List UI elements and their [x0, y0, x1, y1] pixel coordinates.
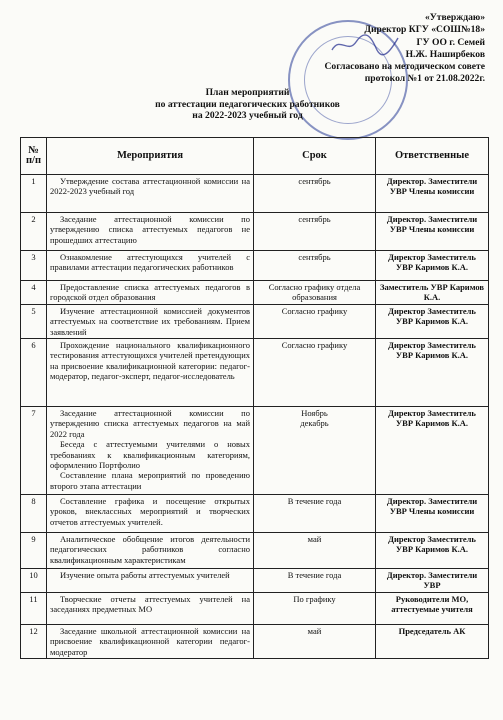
row-number: 11 — [21, 592, 47, 624]
approval-line: «Утверждаю» — [424, 12, 485, 23]
row-term: май — [254, 533, 376, 569]
term-line: Ноябрь — [301, 408, 328, 419]
table-row — [21, 281, 489, 305]
table-row — [21, 213, 489, 251]
row-responsible: Директор. Заместители УВР Члены комиссии — [376, 213, 489, 251]
row-responsible: Директор Заместитель УВР Каримов К.А. — [376, 339, 489, 407]
table-row — [21, 407, 489, 495]
row-term: Согласно графику — [254, 339, 376, 407]
row-number: 10 — [21, 569, 47, 593]
row-term: Согласно графику — [254, 304, 376, 338]
title-line: на 2022-2023 учебный год — [192, 110, 303, 121]
approval-line: Н.Ж. Наширбеков — [405, 48, 485, 60]
table-row — [21, 569, 489, 593]
row-number: 9 — [21, 533, 47, 569]
header-num: № п/п — [21, 138, 47, 175]
row-responsible: Заместитель УВР Каримов К.А. — [376, 281, 489, 305]
approval-block — [225, 12, 485, 86]
table-row — [21, 533, 489, 569]
row-activity: Ознакомление аттестующихся учителей с правилами аттестации педагогических работников — [47, 251, 254, 281]
row-activity: Заседание аттестационной комиссии по утверждению списка аттестуемых педагогов не прошедших аттестацию — [47, 213, 254, 251]
row-responsible: Директор Заместитель УВР Каримов К.А. — [376, 533, 489, 569]
row-activity: Аналитическое обобщение итогов деятельности педагогических работников согласно квалификационным характеристикам — [47, 533, 254, 569]
header-activity: Мероприятия — [47, 138, 254, 175]
row-activity: Творческие отчеты аттестуемых учителей на заседаниях предметных МО — [47, 592, 254, 624]
row-number: 1 — [21, 175, 47, 213]
table-row — [21, 592, 489, 624]
activity-paragraph: Беседа с аттестуемыми учителями о новых требованиях к квалификационным категориям, оформлению Портфолио — [50, 439, 250, 471]
table-row — [21, 339, 489, 407]
row-number: 4 — [21, 281, 47, 305]
table-row — [21, 495, 489, 533]
row-term: Согласно графику отдела образования — [254, 281, 376, 305]
row-responsible: Директор. Заместители УВР — [376, 569, 489, 593]
row-term: В течение года — [254, 495, 376, 533]
row-number: 7 — [21, 407, 47, 495]
table-row — [21, 175, 489, 213]
row-number: 8 — [21, 495, 47, 533]
row-responsible: Руководители МО, аттестуемые учителя — [376, 592, 489, 624]
approval-line: Директор КГУ «СОШ№18» — [364, 24, 485, 36]
row-term: сентябрь — [254, 213, 376, 251]
row-term: сентябрь — [254, 175, 376, 213]
row-number: 12 — [21, 624, 47, 658]
table-header-row — [21, 138, 489, 175]
row-responsible: Директор Заместитель УВР Каримов К.А. — [376, 407, 489, 495]
events-table — [20, 137, 489, 659]
approval-line: протокол №1 от 21.08.2022г. — [364, 73, 485, 85]
header-responsible: Ответственные — [376, 138, 489, 175]
row-activity: Прохождение национального квалификационного тестирования аттестующихся учителей претендующих на присвоение квалификационной категории: педагог-модератор, педагог-эксперт, педагог-исследователь — [47, 339, 254, 407]
activity-paragraph: Составление плана мероприятий по проведению второго этапа аттестации — [50, 470, 250, 491]
document-title — [120, 87, 375, 122]
term-line: декабрь — [300, 418, 329, 429]
row-term — [254, 407, 376, 495]
row-activity: Утверждение состава аттестационной комиссии на 2022-2023 учебный год — [47, 175, 254, 213]
row-number: 5 — [21, 304, 47, 338]
row-activity: Составление графика и посещение открытых уроков, внеклассных мероприятий и творческих отчетов аттестуемых учителей. — [47, 495, 254, 533]
row-activity — [47, 407, 254, 495]
row-responsible: Директор. Заместители УВР Члены комиссии — [376, 175, 489, 213]
title-line: План мероприятий — [205, 87, 290, 98]
row-number: 6 — [21, 339, 47, 407]
row-number: 2 — [21, 213, 47, 251]
table-row — [21, 304, 489, 338]
row-responsible: Директор. Заместители УВР Члены комиссии — [376, 495, 489, 533]
row-term: май — [254, 624, 376, 658]
row-responsible: Директор Заместитель УВР Каримов К.А. — [376, 304, 489, 338]
row-activity: Заседание школьной аттестационной комиссии на присвоение квалификационной категории педагог-модератор — [47, 624, 254, 658]
row-term: сентябрь — [254, 251, 376, 281]
row-activity: Изучение аттестационной комиссией документов аттестуемых на соответствие их требованиям. Прием заявлений — [47, 304, 254, 338]
row-responsible: Председатель АК — [376, 624, 489, 658]
row-activity: Изучение опыта работы аттестуемых учителей — [47, 569, 254, 593]
row-responsible: Директор Заместитель УВР Каримов К.А. — [376, 251, 489, 281]
activity-paragraph: Заседание аттестационной комиссии по утверждению списка аттестуемых педагогов на май 2022 года — [50, 408, 250, 439]
row-number: 3 — [21, 251, 47, 281]
header-term: Срок — [254, 138, 376, 175]
approval-line: Согласовано на методическом совете — [324, 61, 485, 73]
row-term: В течение года — [254, 569, 376, 593]
row-activity: Предоставление списка аттестуемых педагогов в городской отдел образования — [47, 281, 254, 305]
approval-line: ГУ ОО г. Семей — [416, 36, 485, 48]
table-row — [21, 624, 489, 658]
table-row — [21, 251, 489, 281]
title-line: по аттестации педагогических работников — [155, 98, 340, 110]
row-term: По графику — [254, 592, 376, 624]
